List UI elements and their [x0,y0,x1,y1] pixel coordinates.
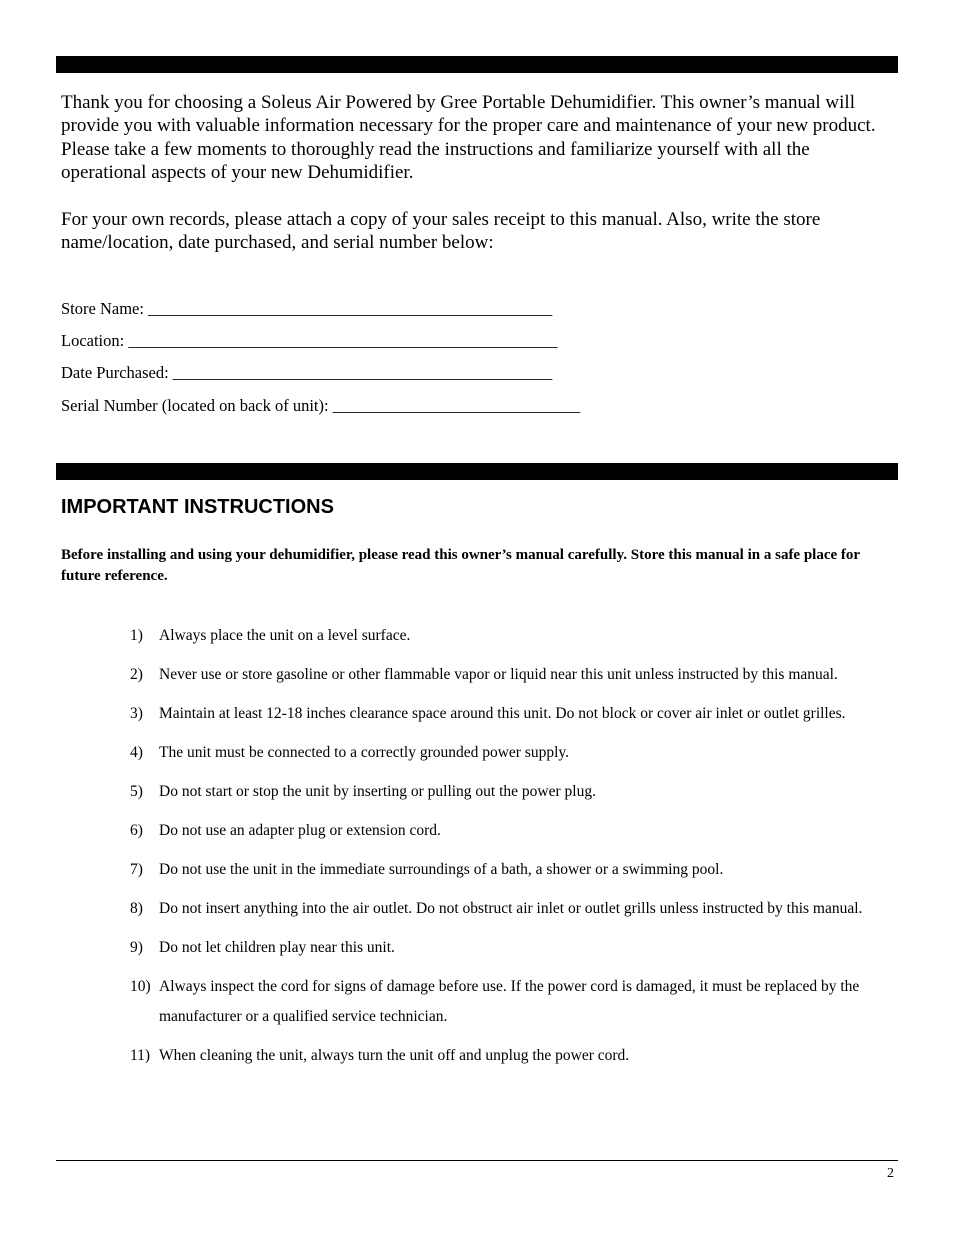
location-field: Location: ____________________________________________________ [61,331,558,350]
section-divider-bar [56,463,898,480]
instruction-text: Do not start or stop the unit by inserting or pulling out the power plug. [159,783,596,800]
instruction-number: 11) [130,1046,151,1064]
instruction-number: 10) [130,978,151,995]
instruction-item [130,972,900,1031]
instruction-text: Do not use the unit in the immediate surroundings of a bath, a shower or a swimming pool. [159,861,724,878]
instruction-number: 9) [130,939,143,956]
instruction-number: 2) [130,666,143,683]
instruction-number: 5) [130,783,143,800]
instruction-text: When cleaning the unit, always turn the unit off and unplug the power cord. [159,1046,630,1064]
intro-paragraph-thank-you: Thank you for choosing a Soleus Air Powered by Gree Portable Dehumidifier. This owner’s manual will provide you with valuable information necessary for the proper care and maintenance of your new product. Please take a few moments to thoroughly read the instructions and familiarize yourself with all the operational aspects of your new Dehumidifier. [61,92,876,184]
instruction-number: 1) [130,627,143,644]
instruction-text: Maintain at least 12-18 inches clearance space around this unit. Do not block or cover air inlet or outlet grilles. [159,705,846,722]
instruction-item [130,1041,900,1071]
warning-paragraph: Before installing and using your dehumidifier, please read this owner’s manual carefully. Store this manual in a safe place for future reference. [61,547,860,584]
header-bar-top [56,56,898,73]
store-name-field: Store Name: _________________________________________________ [61,299,553,318]
instruction-text: The unit must be connected to a correctly grounded power supply. [159,744,570,761]
instruction-item [130,699,900,729]
instruction-item [130,816,900,846]
footer-rule [56,1160,898,1161]
instruction-number: 7) [130,861,143,878]
instruction-item [130,894,900,924]
instruction-text: Never use or store gasoline or other flammable vapor or liquid near this unit unless instructed by this manual. [159,666,838,683]
instruction-text: Always place the unit on a level surface. [159,627,411,644]
section-title: IMPORTANT INSTRUCTIONS [61,496,334,518]
instruction-number: 4) [130,744,143,761]
instruction-text: Do not use an adapter plug or extension cord. [159,822,441,839]
instruction-number: 6) [130,822,143,839]
intro-paragraph-records: For your own records, please attach a copy of your sales receipt to this manual. Also, write the store name/location, date purchased, and serial number below: [61,209,821,254]
instruction-list [130,621,900,1080]
instruction-number: 8) [130,900,143,917]
serial-number-field: Serial Number (located on back of unit): ______________________________ [61,396,581,415]
instruction-item [130,660,900,690]
date-purchased-field: Date Purchased: ______________________________________________ [61,363,553,382]
instruction-item [130,777,900,807]
instruction-item [130,855,900,885]
instruction-item [130,621,900,651]
instruction-text: Do not let children play near this unit. [159,939,395,956]
instruction-text: Always inspect the cord for signs of damage before use. If the power cord is damaged, it must be replaced by the manufacturer or a qualified service technician. [159,978,860,1025]
instruction-text: Do not insert anything into the air outlet. Do not obstruct air inlet or outlet grills unless instructed by this manual. [159,900,863,917]
instruction-item [130,738,900,768]
instruction-number: 3) [130,705,143,722]
page-number: 2 [887,1166,894,1181]
instruction-item [130,933,900,963]
